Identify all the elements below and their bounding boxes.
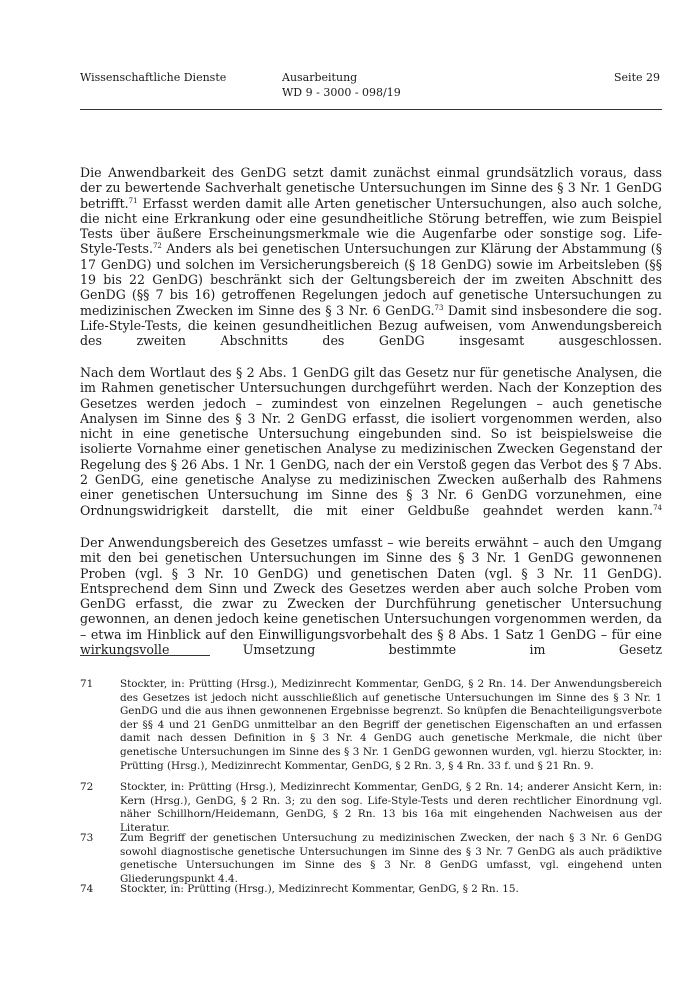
footnote-number: 71 [80, 678, 94, 690]
paragraph-2-text [80, 365, 662, 518]
paragraph-1-text [80, 165, 662, 349]
footnote-number: 73 [80, 832, 94, 844]
header-doc-number: WD 9 - 3000 - 098/19 [282, 86, 401, 99]
paragraph-3 [80, 535, 662, 657]
footnote-text: Stockter, in: Prütting (Hrsg.), Medizinrecht Kommentar, GenDG, § 2 Rn. 15. [120, 883, 519, 895]
paragraph-1-sentence-3: Anders als bei genetischen Untersuchungen zur Klärung der Abstammung (§ 17 GenDG) und solchen im Versicherungsbereich (§ 18 GenDG) sowie im Arbeitsleben (§§ 19 bis 22 GenDG) beschränkt sich der Geltungsbereich der im zweiten Abschnitt des GenDG (§§ 7 bis 16) getroffenen Regelungen jedoch auf genetische Untersuchungen zu medizinischen Zwecken im Sinne des § 3 Nr. 6 GenDG. [80, 241, 662, 318]
footnote-separator [80, 655, 210, 656]
footnote-ref-72[interactable]: 72 [152, 242, 162, 251]
footnote-text: Stockter, in: Prütting (Hrsg.), Medizinrecht Kommentar, GenDG, § 2 Rn. 14; anderer Ansicht Kern, in: Kern (Hrsg.), GenDG, § 2 Rn. 3; zu den sog. Life-Style-Tests und deren rechtlicher Einordnung vgl. näher Schillhorn/Heidemann, GenDG, § 2 Rn. 13 bis 16a mit eingehenden Nachweisen aus der Literatur. [120, 781, 662, 834]
header-doc-type: Ausarbeitung [282, 71, 358, 84]
header-document-info [282, 70, 401, 100]
footnote-ref-71[interactable]: 71 [128, 196, 138, 205]
footnote-text: Zum Begriff der genetischen Untersuchung zu medizinischen Zwecken, der nach § 3 Nr. 6 GenDG sowohl diagnostische genetische Untersuchungen im Sinne des § 3 Nr. 7 GenDG als auch prädiktive genetische Untersuchungen im Sinne des § 3 Nr. 8 GenDG umfasst, vgl. eingehend unten Gliederungspunkt 4.4. [120, 832, 662, 885]
footnote-72 [80, 781, 662, 835]
footnote-73 [80, 832, 662, 886]
header-institution: Wissenschaftliche Dienste [80, 71, 227, 84]
paragraph-2-body: Nach dem Wortlaut des § 2 Abs. 1 GenDG gilt das Gesetz nur für genetische Analysen, die im Rahmen genetischer Untersuchungen durchgeführt werden. Nach der Konzeption des Gesetzes werden jedoch – zumindest von einzelnen Regelungen – auch genetische Analysen im Sinne des § 3 Nr. 2 GenDG erfasst, die isoliert vorgenommen werden, also nicht in eine genetische Untersuchung eingebunden sind. So ist beispielsweise die isolierte Vornahme einer genetischen Analyse zu medizinischen Zwecken Gegenstand der Regelung des § 26 Abs. 1 Nr. 1 GenDG, nach der ein Verstoß gegen das Verbot des § 7 Abs. 2 GenDG, eine genetische Analyse zu medizinischen Zwecken außerhalb des Rahmens einer genetischen Untersuchung im Sinne des § 3 Nr. 6 GenDG vorzunehmen, eine Ordnungswidrigkeit darstellt, die mit einer Geldbuße geahndet werden kann. [80, 365, 662, 518]
footnote-71 [80, 678, 662, 773]
header-divider [80, 109, 662, 110]
paragraph-1-sentence-2: Erfasst werden damit alle Arten genetischer Untersuchungen, also auch solche, die nicht eine Erkrankung oder eine gesundheitliche Störung betreffen, wie zum Beispiel Tests über äußere Erscheinungsmerkmale wie die Augenfarbe oder sonstige sog. Life-Style-Tests. [80, 195, 662, 257]
header-page-number: Seite 29 [614, 71, 660, 84]
footnote-text: Stockter, in: Prütting (Hrsg.), Medizinrecht Kommentar, GenDG, § 2 Rn. 14. Der Anwendungsbereich des Gesetzes ist jedoch nicht ausschließlich auf genetische Untersuchungen im Sinne des § 3 Nr. 1 GenDG und die aus ihnen gewonnenen Ergebnisse begrenzt. So knüpfen die Benachteiligungsverbote der §§ 4 und 21 GenDG unmittelbar an den Begriff der genetischen Eigenschaften an und erfassen damit nach dessen Definition in § 3 Nr. 4 GenDG auch genetische Merkmale, die nicht über genetische Untersuchungen im Sinne des § 3 Nr. 1 GenDG gewonnen wurden, vgl. hierzu Stockter, in: Prütting (Hrsg.), Medizinrecht Kommentar, GenDG, § 2 Rn. 3, § 4 Rn. 33 f. und § 21 Rn. 9. [120, 678, 662, 772]
paragraph-3-text: Der Anwendungsbereich des Gesetzes umfasst – wie bereits erwähnt – auch den Umgang mit den bei genetischen Untersuchungen im Sinne des § 3 Nr. 1 GenDG gewonnenen Proben (vgl. § 3 Nr. 10 GenDG) und genetischen Daten (vgl. § 3 Nr. 11 GenDG). Entsprechend dem Sinn und Zweck des Gesetzes werden aber auch solche Proben vom GenDG erfasst, die zwar zu Zwecken der Durchführung genetischer Untersuchung gewonnen, an denen jedoch keine genetischen Untersuchungen vorgenommen werden, da – etwa im Hinblick auf den Einwilligungsvorbehalt des § 8 Abs. 1 Satz 1 GenDG – für eine wirkungsvolle Umsetzung bestimmte im Gesetz [80, 535, 662, 658]
footnote-74 [80, 883, 662, 897]
paragraph-1 [80, 165, 662, 349]
footnote-number: 72 [80, 781, 94, 793]
footnote-ref-73[interactable]: 73 [434, 303, 444, 312]
paragraph-2 [80, 365, 662, 518]
paragraph-1-sentence-1: Die Anwendbarkeit des GenDG setzt damit zunächst einmal grundsätzlich voraus, dass der zu bewertende Sachverhalt genetische Untersuchungen im Sinne des § 3 Nr. 1 GenDG betrifft. [80, 165, 662, 211]
paragraph-1-sentence-4: Damit sind insbesondere die sog. Life-Style-Tests, die keinen gesundheitlichen Bezug aufweisen, vom Anwendungsbereich des zweiten Abschnitts des GenDG insgesamt ausgeschlossen. [80, 302, 662, 349]
footnote-ref-74[interactable]: 74 [653, 503, 662, 512]
footnote-number: 74 [80, 883, 94, 895]
